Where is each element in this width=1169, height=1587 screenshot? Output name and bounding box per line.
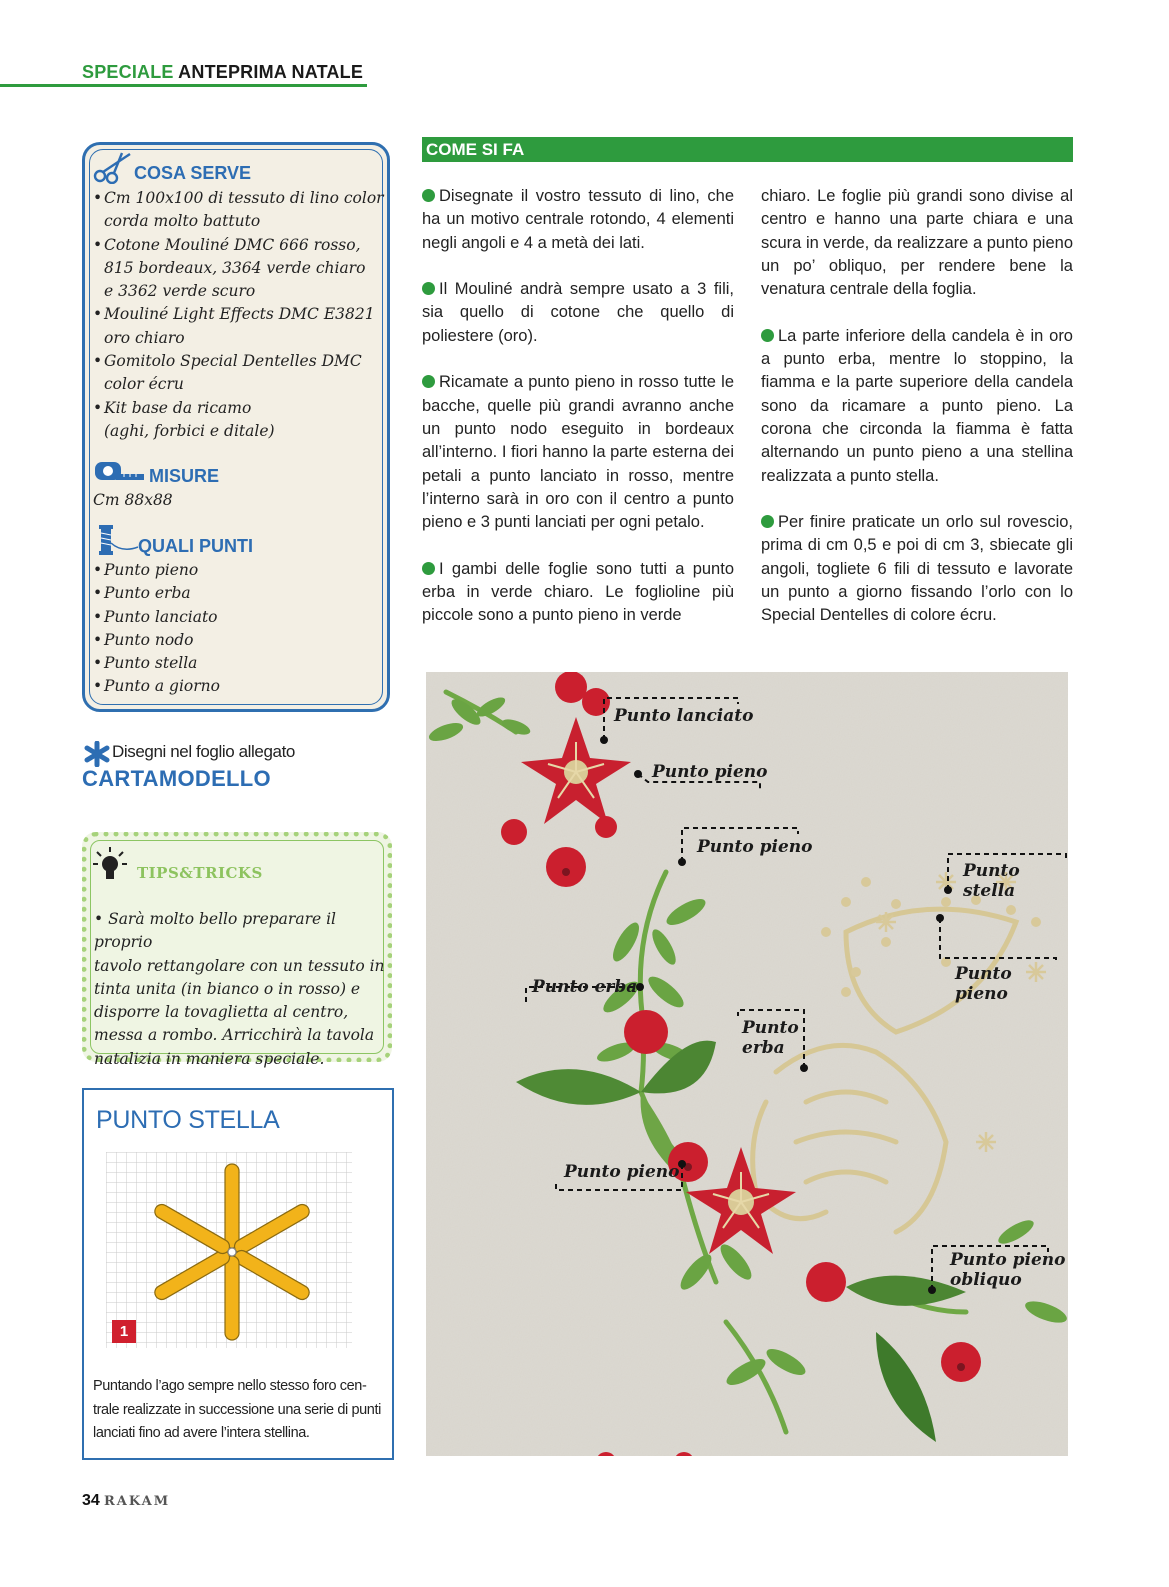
tips-title: TIPS&TRICKS — [137, 864, 263, 882]
list-item: • Cotone Mouliné DMC 666 rosso, 815 bordeaux, 3364 verde chiaro e 3362 verde scuro — [93, 235, 366, 301]
pattern-title: CARTAMODELLO — [82, 766, 271, 791]
label-punto-erba: Punto erba — [742, 1018, 799, 1058]
stitch-diagram — [106, 1152, 352, 1348]
instructions-column-2 — [761, 185, 1073, 651]
scissors-icon — [92, 150, 134, 184]
list-item: • Punto erba — [93, 584, 191, 603]
embroidery-photo — [426, 672, 1068, 1456]
list-item: • Gomitolo Special Dentelles DMC color écru — [93, 352, 362, 394]
step-badge: 1 — [112, 1320, 136, 1343]
page-number: 34 — [82, 1492, 100, 1509]
paragraph: chiaro. Le foglie più grandi sono divise al centro e hanno una parte chiara e una scura in verde, da realizzare a punto pieno un po’ obliquo, per rendere bene la venatura centrale della foglia. — [761, 187, 1073, 299]
magazine-name: RAKAM — [104, 1494, 171, 1509]
running-header — [82, 62, 363, 83]
stitches-list — [93, 559, 385, 699]
header-section: SPECIALE — [82, 62, 174, 82]
label-punto-pieno: Punto pieno — [564, 1162, 680, 1182]
asterisk-icon — [84, 741, 110, 767]
paragraph: Disegnate il vostro tessuto di lino, che ha un motivo centrale rotondo, 4 elementi negli angoli e 4 a metà dei lati. — [422, 187, 734, 252]
list-item: • Punto pieno — [93, 561, 199, 579]
paragraph: Per finire praticate un orlo sul rovescio, prima di cm 0,5 e poi di cm 3, sbiecate gli angoli, togliete 6 fili di tessuto e lavorate un punto a giorno fissando l’orlo con lo Special Dentelles di colore écru. — [761, 513, 1073, 625]
header-title: ANTEPRIMA NATALE — [178, 62, 364, 82]
paragraph: Ricamate a punto pieno in rosso tutte le bacche, quelle più grandi avranno anche un punto nodo eseguito in bordeaux all’interno. I fiori hanno la parte esterna dei petali a punto lanciato in rosso, mentre l’interno sarà in oro con il centro a punto pieno e 3 punti lanciati per ogni petalo. — [422, 373, 734, 532]
list-item: • Punto nodo — [93, 630, 194, 649]
tape-measure-icon — [94, 459, 146, 483]
list-item: • Punto lanciato — [93, 607, 218, 626]
instructions-column-1 — [422, 185, 734, 651]
pattern-note: Disegni nel foglio allegato — [112, 742, 295, 761]
measures-value: Cm 88x88 — [93, 491, 173, 509]
paragraph: Il Mouliné andrà sempre usato a 3 fili, sia quello di cotone che quello di poliestere (oro). — [422, 280, 734, 345]
tips-text: • Sarà molto bello preparare il proprio tavolo rettangolare con un tessuto in tinta unita (in bianco o in rosso) e disporre la tovaglietta al centro, messa a rombo. Arricchirà la tavola natalizia in maniera speciale. — [94, 910, 385, 1068]
lightbulb-icon — [92, 846, 128, 882]
punto-stella-title: PUNTO STELLA — [96, 1106, 280, 1134]
thread-spool-icon — [96, 523, 140, 557]
label-punto-erba: Punto erba — [532, 977, 638, 997]
list-item: • Cm 100x100 di tessuto di lino color corda molto battuto — [93, 189, 384, 231]
label-punto-lanciato: Punto lanciato — [614, 706, 754, 726]
label-punto-pieno: Punto pieno — [697, 837, 813, 857]
instructions-title: COME SI FA — [426, 140, 525, 159]
stitches-title: QUALI PUNTI — [138, 536, 253, 556]
punto-stella-caption: Puntando l’ago sempre nello stesso foro cen- trale realizzate in successione una serie di punti lanciati fino ad avere l’intera stellina. — [93, 1378, 381, 1441]
list-item: • Punto stella — [93, 654, 198, 673]
materials-list — [93, 187, 385, 443]
measures-title: MISURE — [149, 466, 220, 486]
header-rule — [0, 84, 367, 87]
list-item: • Punto a giorno — [93, 677, 220, 696]
list-item: • Kit base da ricamo (aghi, forbici e ditale) — [93, 398, 275, 440]
label-punto-stella: Punto stella — [963, 861, 1020, 901]
label-punto-pieno-obliquo: Punto pieno obliquo — [950, 1250, 1066, 1290]
paragraph: I gambi delle foglie sono tutti a punto erba in verde chiaro. Le foglioline più piccole sono a punto pieno in verde — [422, 559, 734, 625]
materials-title: COSA SERVE — [134, 163, 252, 183]
list-item: • Mouliné Light Effects DMC E3821 oro chiaro — [93, 305, 375, 347]
paragraph: La parte inferiore della candela è in oro a punto erba, mentre lo stoppino, la fiamma e la parte superiore della candela sono da ricamare a punto pieno. La corona che circonda la fiamma è fatta alternando un punto pieno a una stellina realizzata a punto stella. — [761, 326, 1073, 485]
label-punto-pieno: Punto pieno — [955, 964, 1012, 1004]
label-punto-pieno: Punto pieno — [652, 762, 768, 782]
